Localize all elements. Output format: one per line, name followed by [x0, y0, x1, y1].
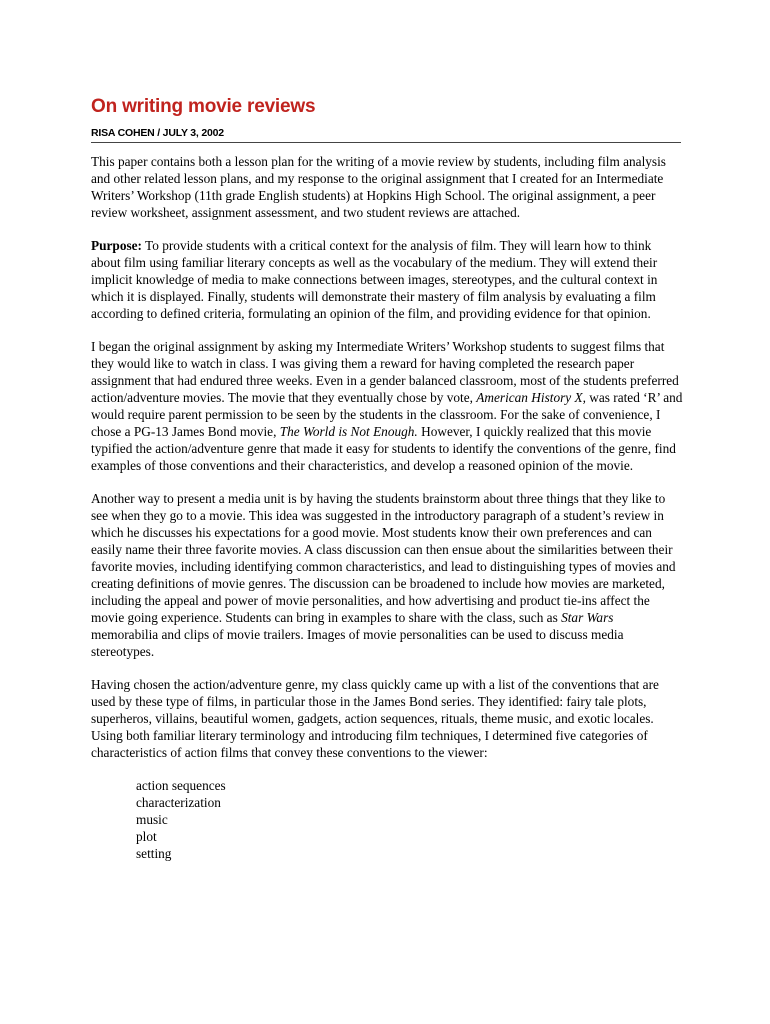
- paragraph-assignment: [91, 338, 683, 474]
- paragraph-purpose: [91, 237, 683, 322]
- paragraph-text: was rated ‘R’ and would require parent permission to be seen by the students in the classroom. For the sake of convenience, I chose a PG-13 James Bond movie,: [91, 390, 683, 439]
- paragraph-genre: Having chosen the action/adventure genre, my class quickly came up with a list of the conventions that are used by these type of films, in particular those in the James Bond series. They identified: fairy tale plots, superheros, villains, beautiful women, gadgets, action sequences, rituals, theme music, and exotic locales. Using both familiar literary terminology and introducing film techniques, I determined five categories of characteristics of action films that convey these conventions to the viewer:: [91, 677, 659, 760]
- category-list: [91, 777, 683, 862]
- film-title: American History X,: [476, 390, 586, 405]
- list-item: music: [136, 812, 168, 827]
- paragraph-media-unit: [91, 490, 683, 660]
- film-title: Star Wars: [561, 610, 614, 625]
- paragraph-intro: This paper contains both a lesson plan for the writing of a movie review by students, including film analysis and other related lesson plans, and my response to the original assignment that I created for an Intermediate Writers’ Workshop (11th grade English students) at Hopkins High School. The original assignment, a peer review worksheet, assignment assessment, and two student reviews are attached.: [91, 154, 666, 220]
- paragraph-text: However, I quickly realized that this movie typified the action/adventure genre that made it easy for students to identify the conventions of the genre, find examples of those conventions and their characteristics, and develop a reasoned opinion of the movie.: [91, 424, 676, 473]
- film-title: The World is Not Enough.: [279, 424, 418, 439]
- divider: [91, 142, 681, 143]
- byline: RISA COHEN / JULY 3, 2002: [91, 127, 224, 139]
- page-title: On writing movie reviews: [91, 96, 316, 117]
- list-item: setting: [136, 846, 172, 861]
- paragraph-text: I began the original assignment by asking my Intermediate Writers’ Workshop students to suggest films that they would like to watch in class. I was giving them a reward for having completed the research paper assignment that had endured three weeks. Even in a gender balanced classroom, most of the students preferred action/adventure movies. The movie that they eventually chose by vote,: [91, 339, 679, 405]
- paragraph-text: Another way to present a media unit is by having the students brainstorm about three things that they like to see when they go to a movie. This idea was suggested in the introductory paragraph of a student’s review in which he discusses his expectations for a good movie. Most students know their own preferences and can easily name their three favorite movies. A class discussion can then ensue about the similarities between their favorite movies, including identifying common characteristics, and lead to distinguishing types of movies and creating definitions of movie genres. The discussion can be broadened to include how movies are marketed, including the appeal and power of movie personalities, and how advertising and product tie-ins affect the movie going experience. Students can bring in examples to share with the class, such as: [91, 491, 676, 625]
- purpose-label: Purpose:: [91, 238, 142, 253]
- purpose-text: To provide students with a critical context for the analysis of film. They will learn how to think about film using familiar literary concepts as well as the vocabulary of the medium. They will extend their implicit knowledge of media to make connections between images, stereotypes, and the cultural context in which it is displayed. Finally, students will demonstrate their mastery of film analysis by evaluating a film according to defined criteria, formulating an opinion of the film, and providing evidence for that opinion.: [91, 238, 658, 321]
- list-item: plot: [136, 829, 157, 844]
- article-body: [91, 153, 683, 862]
- list-item: characterization: [136, 795, 221, 810]
- paragraph-text: memorabilia and clips of movie trailers. Images of movie personalities can be used to discuss media stereotypes.: [91, 627, 624, 659]
- list-item: action sequences: [136, 778, 226, 793]
